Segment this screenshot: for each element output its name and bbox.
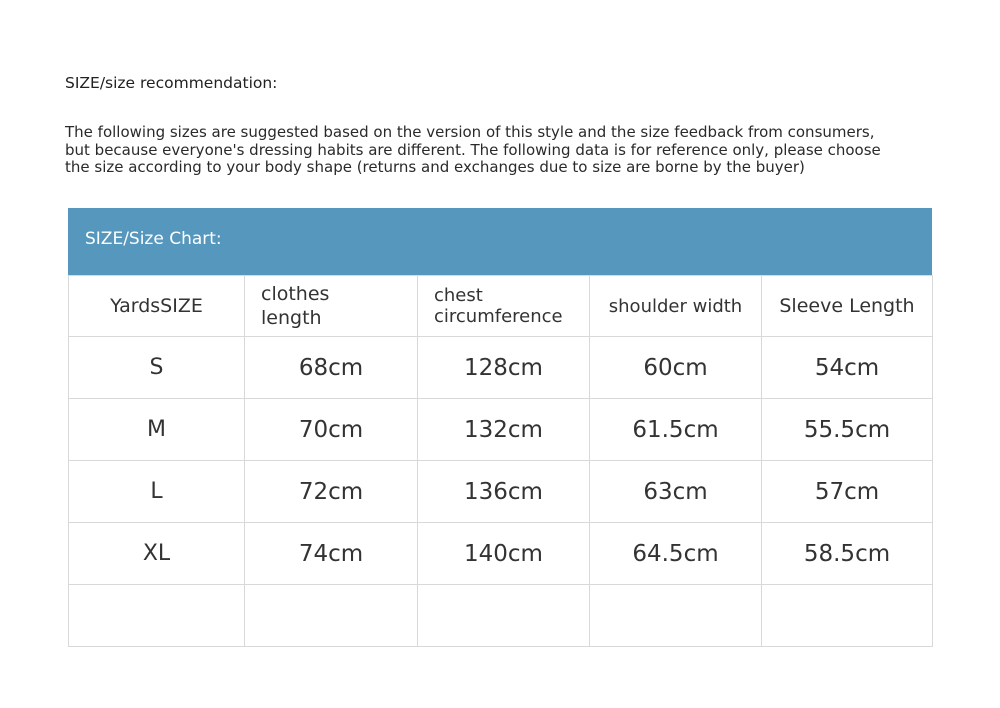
empty-cell [245,585,418,647]
size-cell: XL [69,523,245,585]
sleeve-cell: 57cm [762,461,933,523]
header-line: clothes [261,283,330,305]
size-chart-title: SIZE/Size Chart: [85,229,222,249]
header-line: chest [434,285,483,306]
size-cell: S [69,337,245,399]
sleeve-cell: 54cm [762,337,933,399]
length-cell: 68cm [245,337,418,399]
empty-cell [590,585,762,647]
sleeve-cell: 58.5cm [762,523,933,585]
chest-cell: 140cm [418,523,590,585]
length-cell: 72cm [245,461,418,523]
empty-cell [762,585,933,647]
empty-table-row [69,585,933,647]
intro-line: the size according to your body shape (returns and exchanges due to size are borne by the buyer) [65,158,805,176]
length-cell: 74cm [245,523,418,585]
shoulder-cell: 61.5cm [590,399,762,461]
intro-line: but because everyone's dressing habits are different. The following data is for reference only, please choose [65,140,881,159]
empty-cell [418,585,590,647]
shoulder-cell: 63cm [590,461,762,523]
table-header-row [69,276,933,337]
shoulder-cell: 60cm [590,337,762,399]
chest-cell: 132cm [418,399,590,461]
size-chart-table [68,275,933,647]
column-header-chest-circumference [418,276,590,337]
size-recommendation-text [65,124,945,177]
chest-cell: 136cm [418,461,590,523]
size-recommendation-heading: SIZE/size recommendation: [65,74,278,92]
table-row [69,523,933,585]
table-row [69,399,933,461]
intro-line: The following sizes are suggested based on the version of this style and the size feedback from consumers, [65,123,875,141]
shoulder-cell: 64.5cm [590,523,762,585]
column-header-clothes-length [245,276,418,337]
length-cell: 70cm [245,399,418,461]
column-header-shoulder-width: shoulder width [590,276,762,337]
size-chart-banner [68,208,932,275]
size-cell: L [69,461,245,523]
size-cell: M [69,399,245,461]
column-header-size: YardsSIZE [69,276,245,337]
header-line: length [261,307,322,329]
chest-cell: 128cm [418,337,590,399]
header-line: circumference [434,306,563,327]
table-row [69,337,933,399]
empty-cell [69,585,245,647]
sleeve-cell: 55.5cm [762,399,933,461]
column-header-sleeve-length: Sleeve Length [762,276,933,337]
table-row [69,461,933,523]
